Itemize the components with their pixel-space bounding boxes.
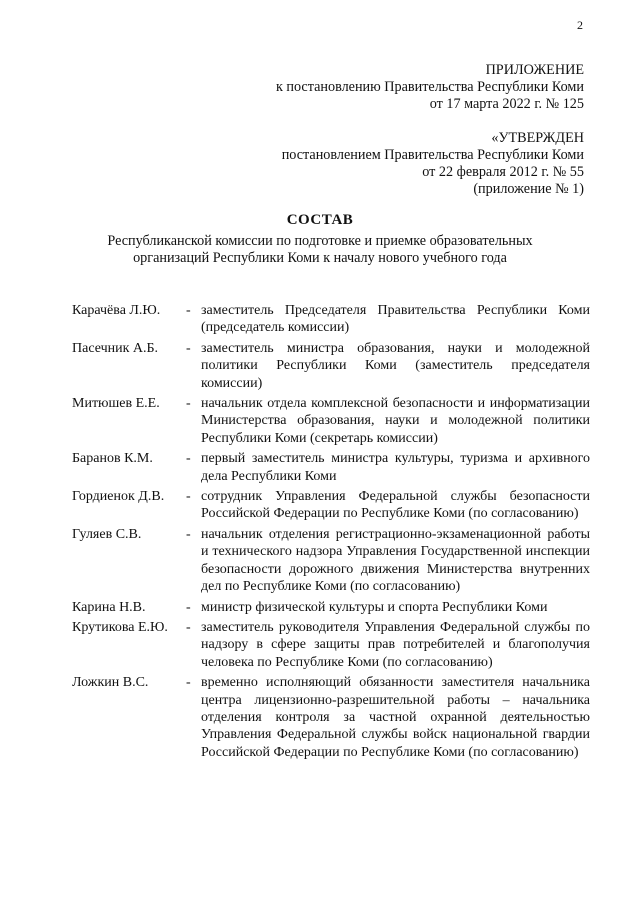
members-list [72,302,590,764]
approved-line-1: постановлением Правительства Республики Коми [281,147,584,163]
member-dash: - [186,526,191,542]
approved-line-3: (приложение № 1) [473,181,584,197]
member-position: временно исполняющий обязанности заместителя начальника центра лицензионно-разрешительной работы – начальника отделения контроля за частной охранной деятельностью Управления Федеральной службы войск национальной гвардии Российской Федерации по Республике Коми (по согласованию) [201,675,590,760]
member-dash: - [186,396,191,412]
member-name: Митюшев Е.Е. [72,396,160,412]
appendix-block [276,62,584,113]
member-row [72,395,590,447]
subtitle-line-1: Республиканской комиссии по подготовке и приемке образовательных [107,233,533,249]
member-name: Гуляев С.В. [72,526,142,542]
member-name: Крутикова Е.Ю. [72,619,168,635]
approved-block [282,130,584,198]
member-position: начальник отделения регистрационно-экзаменационной работы и технического надзора Управления Государственной инспекции безопасности дорожного движения Министерства внутренних дел по Республике Коми (по согласованию) [201,526,590,595]
member-row [72,526,590,596]
member-dash: - [186,451,191,467]
member-position: заместитель Председателя Правительства Республики Коми (председатель комиссии) [201,303,590,336]
member-row [72,450,590,485]
member-name: Ложкин В.С. [72,675,149,691]
member-name: Пасечник А.Б. [72,340,159,356]
member-position: министр физической культуры и спорта Республики Коми [201,599,548,615]
appendix-title: ПРИЛОЖЕНИЕ [485,62,584,78]
member-dash: - [186,340,191,356]
member-row [72,488,590,523]
approved-title: «УТВЕРЖДЕН [491,130,584,146]
subtitle-line-2: организаций Республики Коми к началу нового учебного года [133,250,507,266]
member-row [72,619,590,671]
member-dash: - [186,303,191,318]
member-dash: - [186,675,191,691]
member-position: первый заместитель министра культуры, туризма и архивного дела Республики Коми [201,451,590,484]
page-number: 2 [577,18,583,32]
member-row [72,340,590,392]
member-row [72,302,590,337]
member-row [72,599,590,616]
member-position: заместитель министра образования, науки и молодежной политики Республики Коми (заместитель председателя комиссии) [201,340,590,391]
member-dash: - [186,599,191,615]
appendix-line-1: к постановлению Правительства Республики Коми [275,79,584,95]
approved-line-2: от 22 февраля 2012 г. № 55 [422,164,584,180]
document-subtitle [80,233,560,267]
appendix-line-2: от 17 марта 2022 г. № 125 [429,96,584,112]
member-row [72,674,590,761]
member-name: Гордиенок Д.В. [72,489,165,505]
document-title: СОСТАВ [286,212,354,228]
member-name: Карина Н.В. [72,599,146,615]
member-name: Карачёва Л.Ю. [72,303,161,318]
member-name: Баранов К.М. [72,451,153,467]
member-position: заместитель руководителя Управления Федеральной службы по надзору в сфере защиты прав потребителей и благополучия человека по Республике Коми (по согласованию) [201,619,590,670]
member-position: начальник отдела комплексной безопасности и информатизации Министерства образования, науки и молодежной политики Республики Коми (секретарь комиссии) [201,396,590,446]
member-dash: - [186,619,191,635]
member-position: сотрудник Управления Федеральной службы безопасности Российской Федерации по Республике Коми (по согласованию) [201,489,590,522]
member-dash: - [186,489,191,505]
